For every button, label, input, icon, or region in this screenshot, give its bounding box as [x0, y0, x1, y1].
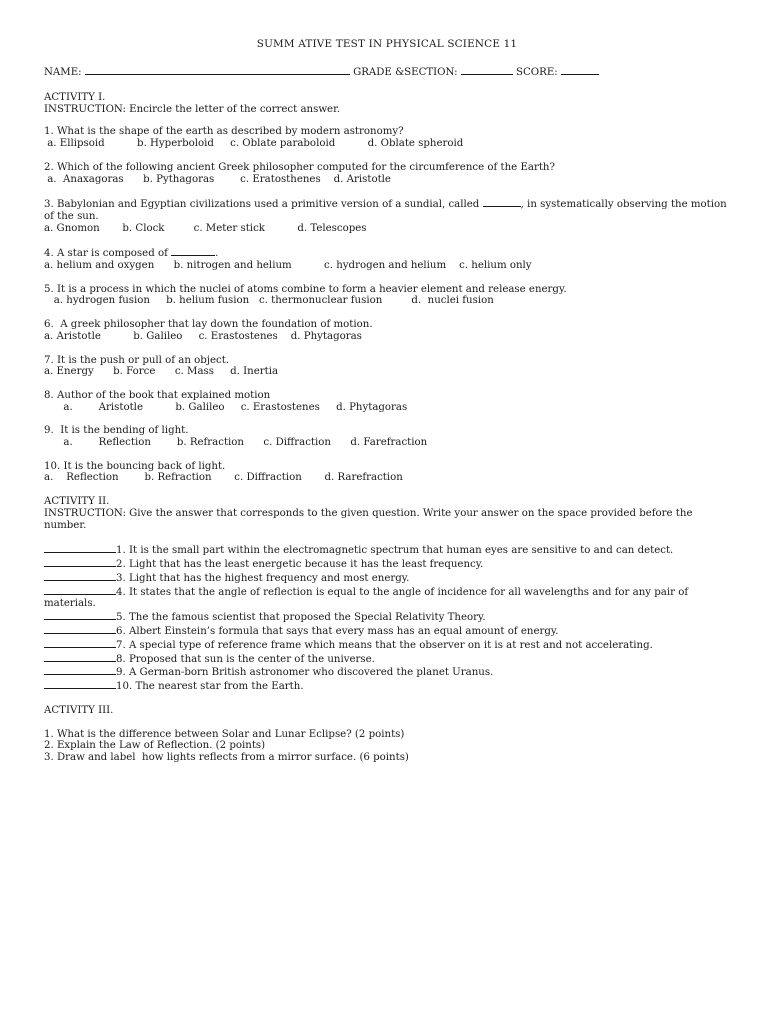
answer-item: [44, 585, 730, 611]
question-choices[interactable]: a. Anaxagoras b. Pythagoras c. Eratosthenes d. Aristotle: [44, 173, 391, 185]
question-7: [44, 355, 730, 378]
name-label: NAME:: [44, 67, 82, 78]
answer-blank[interactable]: [44, 585, 116, 595]
question-choices[interactable]: a. Energy b. Force c. Mass d. Inertia: [44, 366, 279, 378]
answer-item: [44, 624, 730, 638]
answer-item-text: 8. Proposed that sun is the center of the universe.: [116, 653, 375, 665]
grade-section-label: GRADE &SECTION:: [353, 67, 458, 78]
question-text: 6. A greek philosopher that lay down the foundation of motion.: [44, 319, 373, 331]
question-text: 1. What is the shape of the earth as described by modern astronomy?: [44, 126, 404, 138]
question-6: [44, 319, 730, 342]
question-text-start: 3. Babylonian and Egyptian civilizations used a primitive version of a sundial, called: [44, 199, 483, 211]
question-choices[interactable]: a. helium and oxygen b. nitrogen and helium c. hydrogen and helium c. helium only: [44, 260, 532, 272]
name-field[interactable]: [85, 65, 350, 75]
question-9: [44, 425, 730, 448]
fill-in-blank[interactable]: [171, 246, 215, 256]
test-page: [44, 38, 730, 764]
student-info-line: [44, 65, 730, 79]
answer-item: [44, 571, 730, 585]
answer-item-text: 5. The the famous scientist that proposed the Special Relativity Theory.: [116, 612, 486, 624]
activity-2-heading: ACTIVITY II.: [44, 496, 110, 508]
essay-item: 1. What is the difference between Solar and Lunar Eclipse? (2 points): [44, 728, 405, 740]
answer-item: [44, 679, 730, 693]
page-title: SUMM ATIVE TEST IN PHYSICAL SCIENCE 11: [256, 38, 518, 50]
answer-blank[interactable]: [44, 624, 116, 634]
answer-item-text: 9. A German-born British astronomer who discovered the planet Uranus.: [116, 667, 494, 679]
score-label: SCORE:: [516, 67, 558, 78]
question-choices[interactable]: a. hydrogen fusion b. helium fusion c. thermonuclear fusion d. nuclei fusion: [44, 295, 494, 307]
answer-blank[interactable]: [44, 571, 116, 581]
answer-blank[interactable]: [44, 557, 116, 567]
answer-item-text: 2. Light that has the least energetic because it has the least frequency.: [116, 559, 484, 571]
answer-item-text: 10. The nearest star from the Earth.: [116, 681, 304, 693]
question-2: [44, 162, 730, 185]
score-field[interactable]: [561, 65, 599, 75]
question-4: [44, 246, 730, 271]
question-choices[interactable]: a. Ellipsoid b. Hyperboloid c. Oblate paraboloid d. Oblate spheroid: [44, 138, 464, 150]
question-text: 7. It is the push or pull of an object.: [44, 354, 230, 366]
activity-3-heading: ACTIVITY III.: [44, 705, 114, 717]
question-text: 5. It is a process in which the nuclei of atoms combine to form a heavier element and release energy.: [44, 283, 567, 295]
answer-item: [44, 665, 730, 679]
answer-blank[interactable]: [44, 665, 116, 675]
question-text: 8. Author of the book that explained motion: [44, 389, 271, 401]
answer-item: [44, 652, 730, 666]
question-choices[interactable]: a. Reflection b. Refraction c. Diffraction d. Farefraction: [44, 437, 428, 449]
answer-item: [44, 638, 730, 652]
question-text: 10. It is the bouncing back of light.: [44, 460, 226, 472]
activity-1-instruction: INSTRUCTION: Encircle the letter of the correct answer.: [44, 103, 341, 115]
answer-item-text: 4. It states that the angle of reflection is equal to the angle of incidence for all wavelengths and for any pair of materials.: [44, 586, 689, 610]
answer-item: [44, 610, 730, 624]
answer-blank[interactable]: [44, 610, 116, 620]
answer-blank[interactable]: [44, 679, 116, 689]
question-choices[interactable]: a. Aristotle b. Galileo c. Erastostenes d. Phytagoras: [44, 401, 408, 413]
essay-item: 2. Explain the Law of Reflection. (2 points): [44, 740, 266, 752]
question-text-start: 4. A star is composed of: [44, 248, 172, 260]
activity-3: [44, 705, 730, 764]
activity-2-instruction: INSTRUCTION: Give the answer that corresponds to the given question. Write your answer on the space provided before the number.: [44, 507, 693, 531]
activity-1: [44, 92, 730, 496]
question-text: 2. Which of the following ancient Greek philosopher computed for the circumference of the Earth?: [44, 161, 555, 173]
answer-item: [44, 543, 730, 557]
fill-in-blank[interactable]: [483, 197, 521, 207]
question-text: 9. It is the bending of light.: [44, 425, 189, 437]
essay-item: 3. Draw and label how lights reflects from a mirror surface. (6 points): [44, 752, 409, 764]
answer-item-text: 3. Light that has the highest frequency and most energy.: [116, 572, 410, 584]
question-text-end: , in systematically observing the motion of the sun.: [44, 199, 727, 222]
question-5: [44, 284, 730, 307]
question-choices[interactable]: a. Gnomon b. Clock c. Meter stick d. Telescopes: [44, 222, 367, 234]
answer-blank[interactable]: [44, 652, 116, 662]
question-text: [44, 197, 730, 222]
question-text: [44, 246, 730, 260]
answer-blank[interactable]: [44, 638, 116, 648]
question-3: [44, 197, 730, 234]
answer-item-text: 6. Albert Einstein’s formula that says that every mass has an equal amount of energy.: [116, 626, 559, 638]
question-10: [44, 461, 730, 484]
question-1: [44, 126, 730, 149]
question-text-end: .: [215, 248, 219, 260]
question-8: [44, 390, 730, 413]
activity-1-heading: ACTIVITY I.: [44, 92, 106, 103]
answer-item-text: 7. A special type of reference frame which means that the observer on it is at rest and not accelerating.: [116, 639, 653, 651]
answer-blank[interactable]: [44, 543, 116, 553]
question-choices[interactable]: a. Reflection b. Refraction c. Diffraction d. Rarefraction: [44, 472, 403, 484]
question-choices[interactable]: a. Aristotle b. Galileo c. Erastostenes d. Phytagoras: [44, 330, 362, 342]
answer-item-text: 1. It is the small part within the electromagnetic spectrum that human eyes are sensitive to and can detect.: [116, 545, 674, 557]
answer-item: [44, 557, 730, 571]
grade-section-field[interactable]: [461, 65, 513, 75]
activity-2: [44, 496, 730, 705]
